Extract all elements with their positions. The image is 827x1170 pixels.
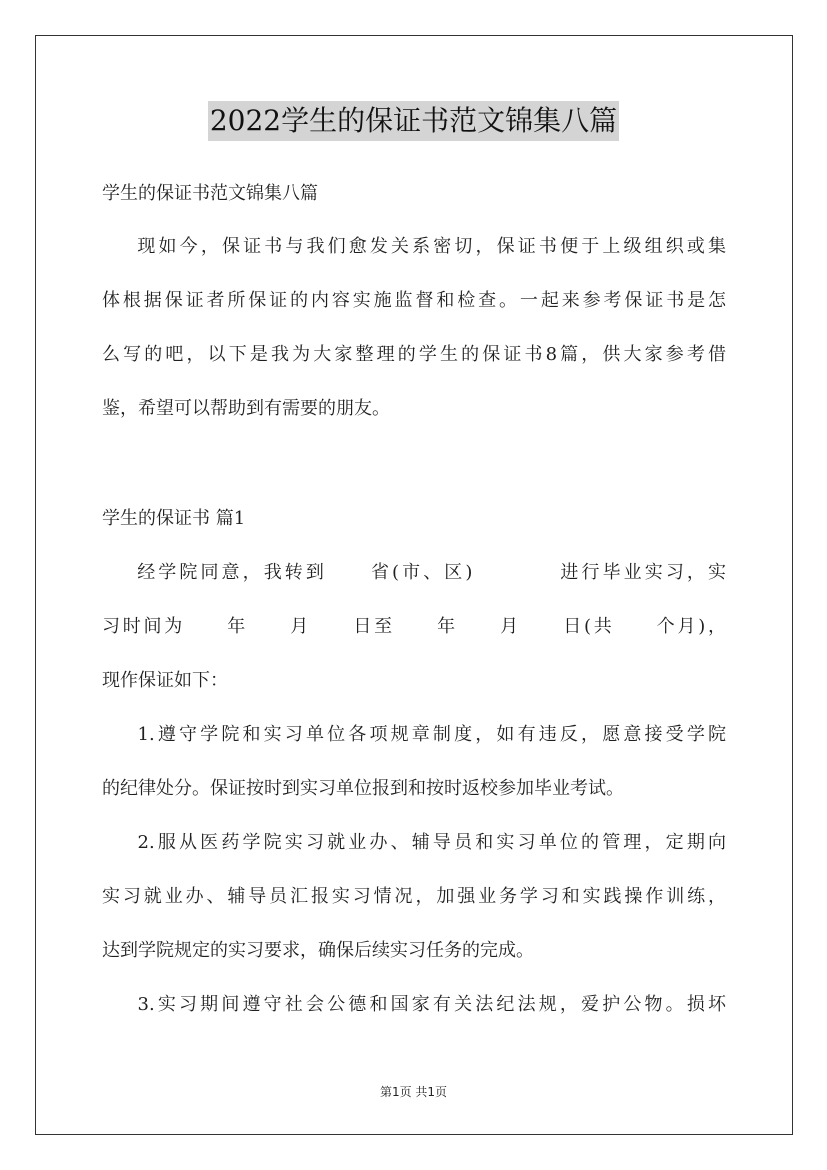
document-subtitle: 学生的保证书范文锦集八篇 <box>102 183 318 204</box>
body-line-8: 达到学院规定的实习要求，确保后续实习任务的完成。 <box>102 940 534 961</box>
body-line-6: 2.服从医药学院实习就业办、辅导员和实习单位的管理，定期向 <box>102 832 726 853</box>
intro-line-1: 现如今，保证书与我们愈发关系密切，保证书便于上级组织或集 <box>102 236 726 257</box>
page-footer: 第1页 共1页 <box>379 1085 448 1099</box>
body-line-9: 3.实习期间遵守社会公德和国家有关法纪法规，爱护公物。损坏 <box>102 994 726 1015</box>
intro-line-3: 么写的吧，以下是我为大家整理的学生的保证书8篇，供大家参考借 <box>102 344 726 365</box>
body-line-3: 现作保证如下： <box>102 670 228 691</box>
intro-line-4: 鉴，希望可以帮助到有需要的朋友。 <box>102 398 390 419</box>
body-line-2: 习时间为 年 月 日至 年 月 日(共 个月)， <box>102 616 726 637</box>
intro-line-2: 体根据保证者所保证的内容实施监督和检查。一起来参考保证书是怎 <box>102 290 726 311</box>
document-title-wrapper <box>0 101 827 141</box>
body-line-7: 实习就业办、辅导员汇报实习情况，加强业务学习和实践操作训练， <box>102 886 726 907</box>
body-line-5: 的纪律处分。保证按时到实习单位报到和按时返校参加毕业考试。 <box>102 778 624 799</box>
body-line-4: 1.遵守学院和实习单位各项规章制度，如有违反，愿意接受学院 <box>102 724 726 745</box>
document-title: 2022学生的保证书范文锦集八篇 <box>208 101 619 141</box>
section-heading: 学生的保证书 篇1 <box>102 508 246 529</box>
body-line-1: 经学院同意，我转到 省(市、区) 进行毕业实习，实 <box>102 562 726 583</box>
